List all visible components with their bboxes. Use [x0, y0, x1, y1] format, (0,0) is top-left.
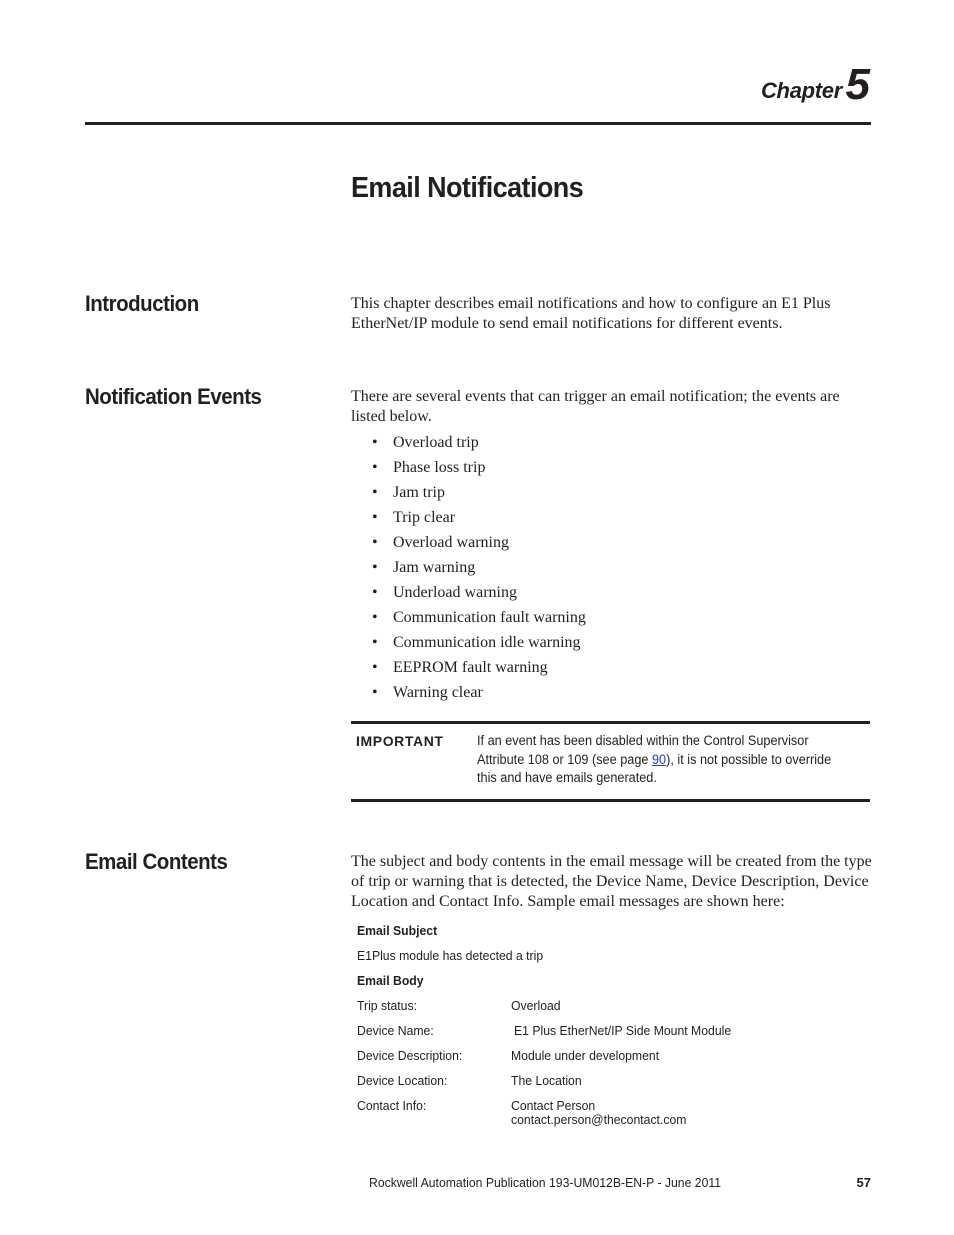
email-row-label: Device Location: [357, 1073, 448, 1088]
bullet-icon: • [372, 559, 378, 576]
bullet-icon: • [372, 509, 378, 526]
list-item: • EEPROM fault warning [351, 655, 586, 680]
notification-events-heading: Notification Events [85, 384, 262, 409]
email-row-value: Overload [511, 998, 561, 1013]
introduction-text: This chapter describes email notifications and how to configure an E1 Plus EtherNet/IP module to send email notifications for different events. [351, 295, 831, 332]
list-item: • Warning clear [351, 680, 586, 705]
page-title: Email Notifications [351, 172, 584, 204]
bullet-icon: • [372, 659, 378, 676]
important-label: IMPORTANT [356, 733, 444, 749]
email-subject-label: Email Subject [357, 923, 438, 938]
chapter-number: 5 [845, 60, 870, 109]
list-item: • Phase loss trip [351, 455, 586, 480]
bullet-icon: • [372, 484, 378, 501]
email-contents-heading: Email Contents [85, 849, 228, 874]
email-subject-value: E1Plus module has detected a trip [357, 948, 544, 963]
bullet-icon: • [372, 584, 378, 601]
email-row-label: Device Description: [357, 1048, 463, 1063]
list-item: • Trip clear [351, 505, 586, 530]
chapter-label: Chapter [760, 78, 842, 103]
list-item: • Jam trip [351, 480, 586, 505]
bullet-icon: • [372, 459, 378, 476]
important-top-rule [351, 721, 870, 724]
email-row-value: E1 Plus EtherNet/IP Side Mount Module [514, 1023, 732, 1038]
bullet-icon: • [372, 684, 378, 701]
important-bottom-rule [351, 799, 870, 802]
list-item: • Overload trip [351, 430, 586, 455]
bullet-icon: • [372, 609, 378, 626]
page-link[interactable]: 90 [651, 751, 667, 767]
important-text: If an event has been disabled within the Control Supervisor Attribute 108 or 109 (see page 90), it is not possible to override this and have emails generated. [477, 733, 832, 785]
list-item: • Overload warning [351, 530, 586, 555]
email-row-value: contact.person@thecontact.com [511, 1112, 687, 1127]
bullet-icon: • [372, 634, 378, 651]
chapter-rule [85, 122, 871, 125]
list-item: • Communication idle warning [351, 630, 586, 655]
email-body-label: Email Body [357, 973, 424, 988]
email-contents-text: The subject and body contents in the email message will be created from the type of trip or warning that is detected, the Device Name, Device Description, Device Location and Contact Info. Sample email messages are shown here: [351, 853, 872, 910]
list-item: • Jam warning [351, 555, 586, 580]
event-list [351, 430, 586, 705]
list-item: • Communication fault warning [351, 605, 586, 630]
list-item: • Underload warning [351, 580, 586, 605]
bullet-icon: • [372, 534, 378, 551]
notification-events-intro: There are several events that can trigger an email notification; the events are listed below. [351, 388, 840, 425]
email-row-value: Module under development [511, 1048, 660, 1063]
footer-publication: Rockwell Automation Publication 193-UM012B-EN-P - June 2011 [369, 1175, 722, 1190]
email-row-value: Contact Person [511, 1098, 596, 1113]
bullet-icon: • [372, 434, 378, 451]
introduction-heading: Introduction [85, 291, 199, 316]
email-row-label: Contact Info: [357, 1098, 427, 1113]
email-row-label: Device Name: [357, 1023, 434, 1038]
page-number: 57 [856, 1175, 871, 1190]
email-row-value: The Location [511, 1073, 582, 1088]
email-row-label: Trip status: [357, 998, 417, 1013]
